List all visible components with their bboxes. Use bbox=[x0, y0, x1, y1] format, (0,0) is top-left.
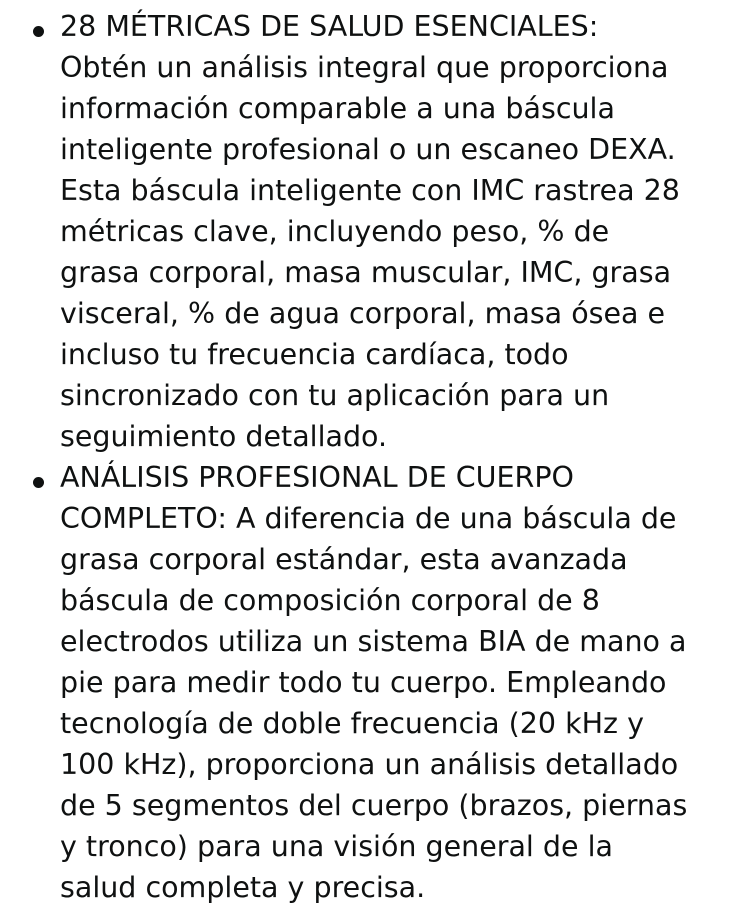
text-line: incluso tu frecuencia cardíaca, todo bbox=[60, 338, 569, 371]
text-line: grasa corporal, masa muscular, IMC, grasa bbox=[60, 256, 672, 289]
feature-bullet-text bbox=[60, 6, 728, 457]
text-line: Obtén un análisis integral que proporciona bbox=[60, 51, 669, 84]
text-line: 100 kHz), proporciona un análisis detallado bbox=[60, 748, 679, 781]
text-line: métricas clave, incluyendo peso, % de bbox=[60, 215, 610, 248]
text-line: información comparable a una báscula bbox=[60, 92, 615, 125]
text-line: salud completa y precisa. bbox=[60, 871, 426, 904]
text-line: sincronizado con tu aplicación para un bbox=[60, 379, 610, 412]
text-line: Esta báscula inteligente con IMC rastrea 28 bbox=[60, 174, 680, 207]
text-line: visceral, % de agua corporal, masa ósea e bbox=[60, 297, 666, 330]
bullet-dot-icon bbox=[33, 477, 44, 488]
text-line: COMPLETO: A diferencia de una báscula de bbox=[60, 502, 677, 535]
text-line: ANÁLISIS PROFESIONAL DE CUERPO bbox=[60, 461, 574, 494]
text-line: inteligente profesional o un escaneo DEXA. bbox=[60, 133, 676, 166]
text-line: electrodos utiliza un sistema BIA de mano a bbox=[60, 625, 687, 658]
text-line: y tronco) para una visión general de la bbox=[60, 830, 613, 863]
text-line: báscula de composición corporal de 8 bbox=[60, 584, 600, 617]
text-line: 28 MÉTRICAS DE SALUD ESENCIALES: bbox=[60, 10, 599, 43]
text-line: tecnología de doble frecuencia (20 kHz y bbox=[60, 707, 644, 740]
feature-bullet-text bbox=[60, 457, 728, 908]
feature-bullet-health-metrics bbox=[0, 6, 738, 457]
bullet-dot-icon bbox=[33, 26, 44, 37]
text-line: grasa corporal estándar, esta avanzada bbox=[60, 543, 628, 576]
text-line: pie para medir todo tu cuerpo. Empleando bbox=[60, 666, 667, 699]
text-line: de 5 segmentos del cuerpo (brazos, piernas bbox=[60, 789, 688, 822]
text-line: seguimiento detallado. bbox=[60, 420, 388, 453]
feature-bullet-body-analysis bbox=[0, 457, 738, 908]
